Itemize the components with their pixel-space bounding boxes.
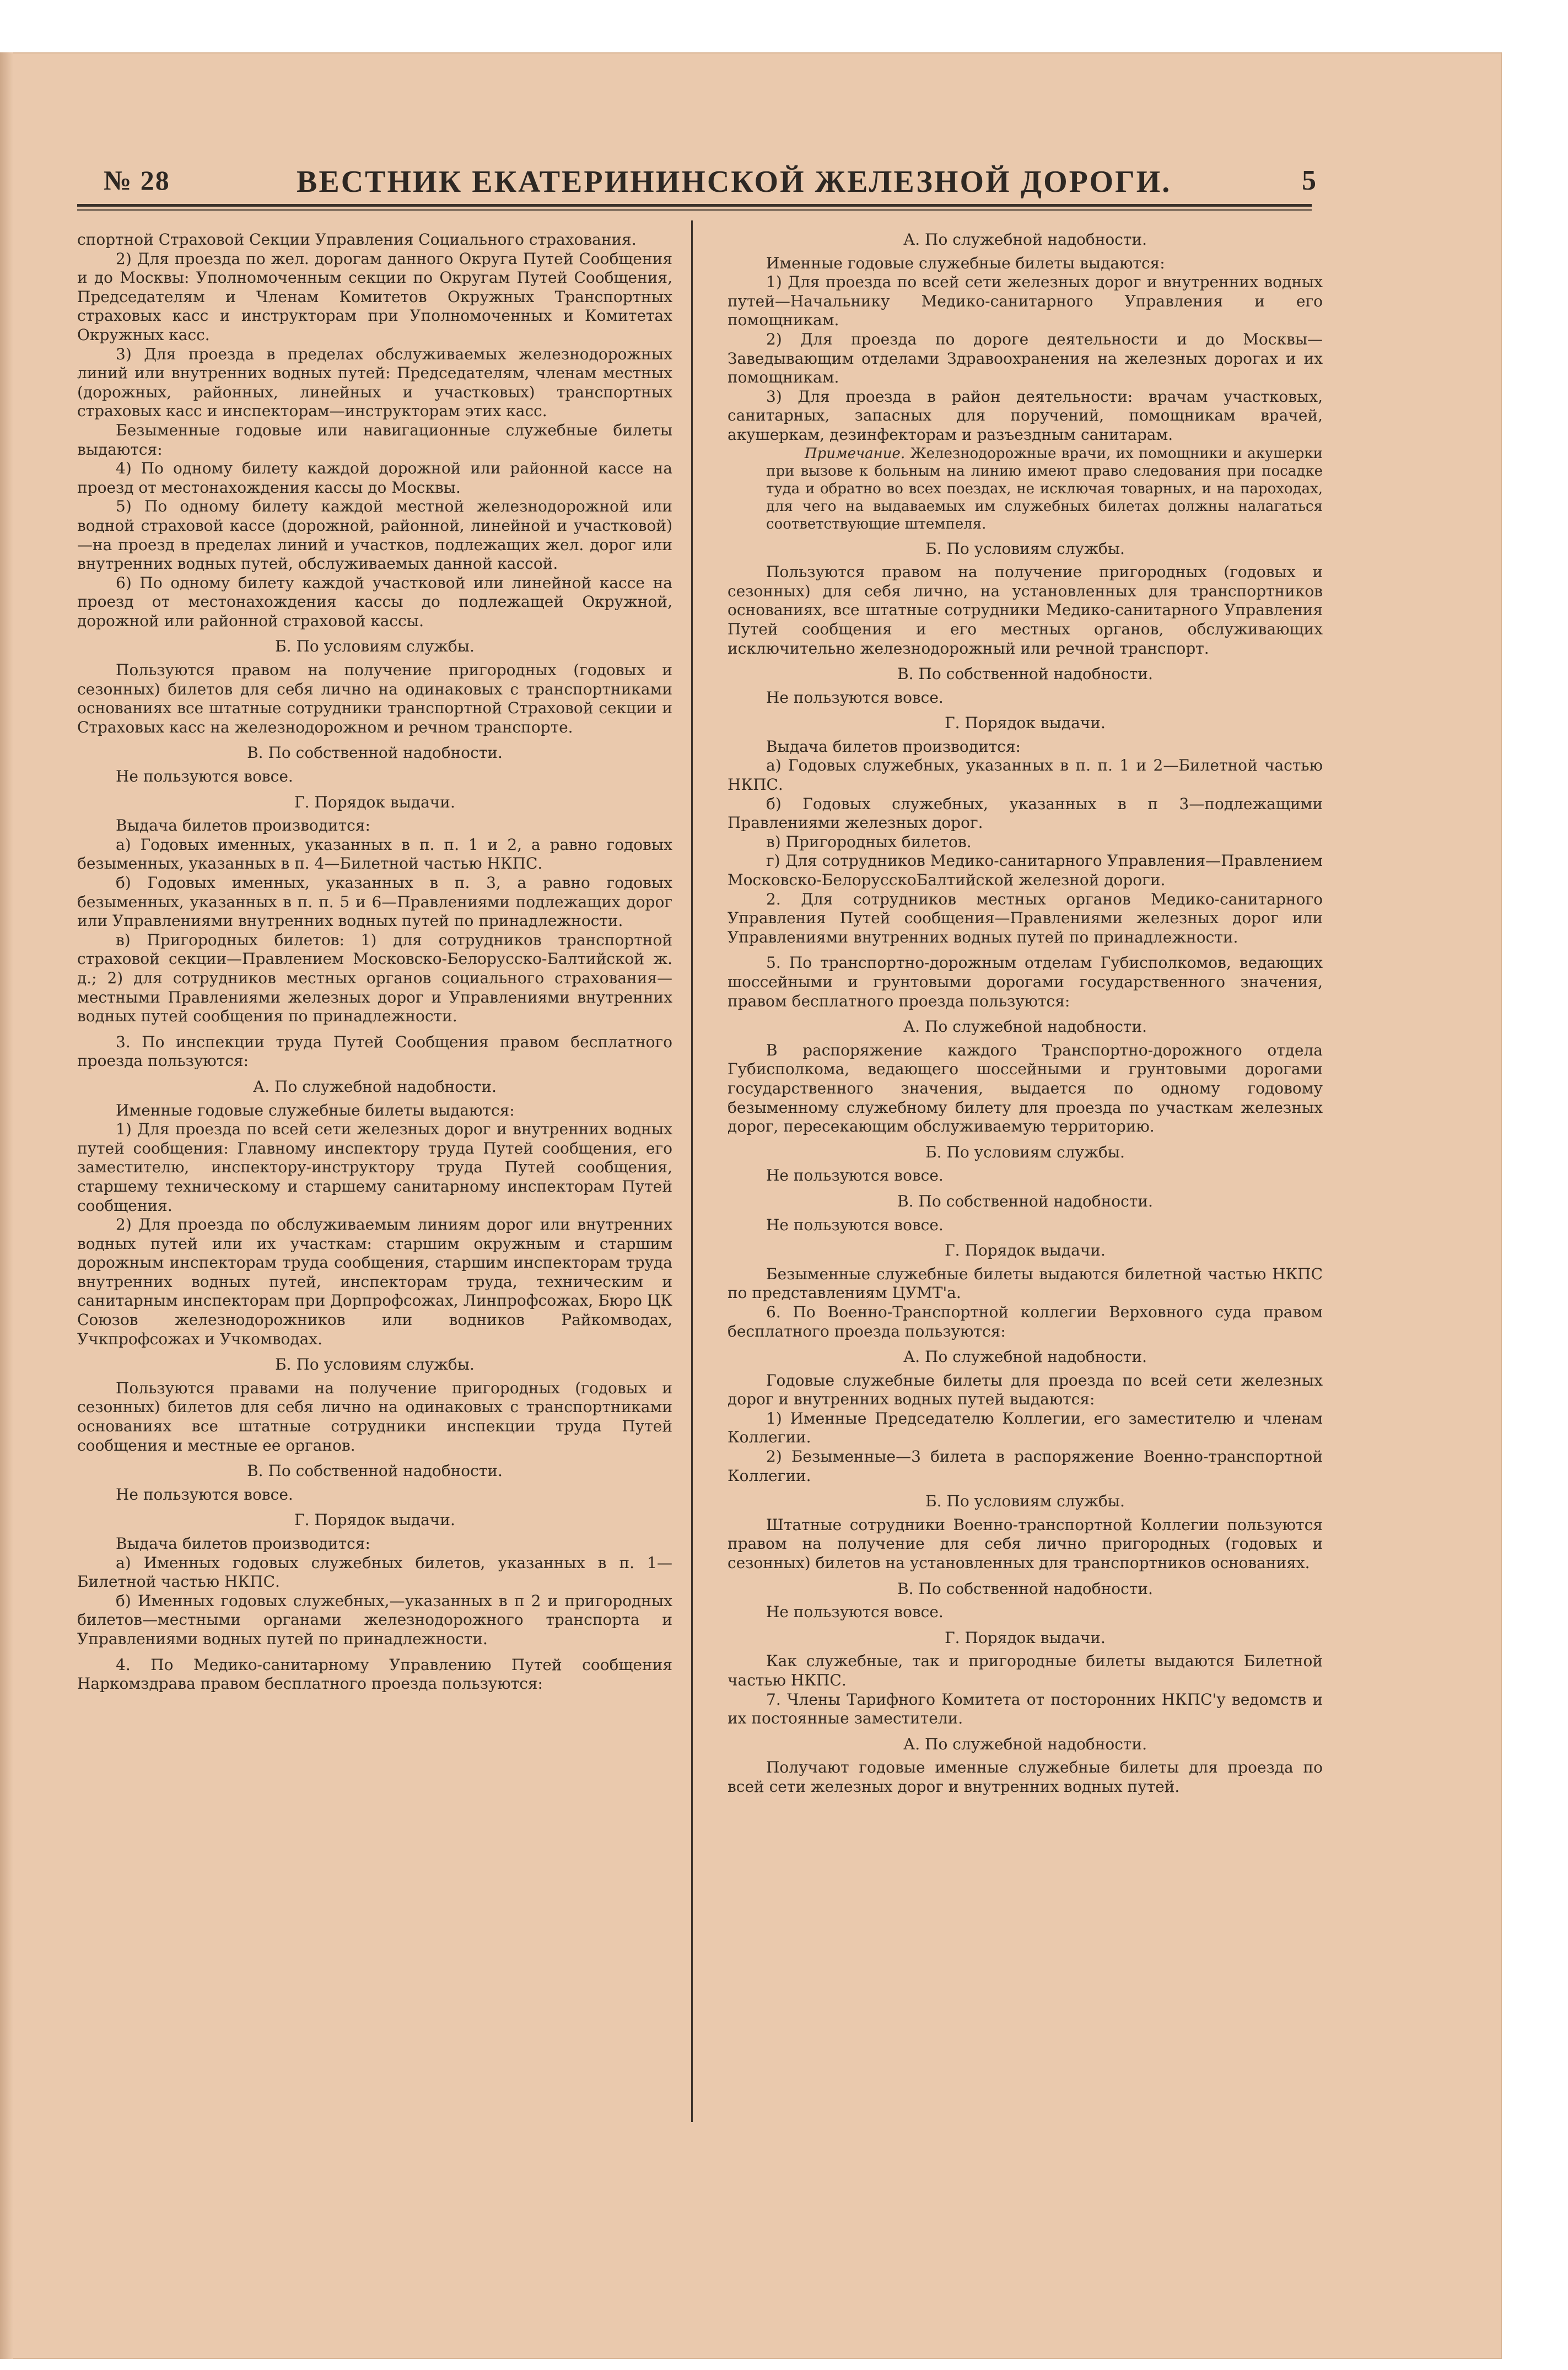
header-rule-thin (77, 209, 1312, 211)
paragraph: 4) По одному билету каждой дорожной или районной кассе на проезд от местонахождения кассы до Москвы. (77, 459, 672, 497)
paragraph: а) Годовых служебных, указанных в п. п. 1 и 2—Билетной частью НКПС. (728, 756, 1323, 794)
paragraph: Как служебные, так и пригородные билеты выдаются Билетной частью НКПС. (728, 1652, 1323, 1689)
paragraph: 6) По одному билету каждой участковой или линейной кассе на проезд от местонахождения кассы до подлежащей Окружной, дорожной или районной страховой кассы. (77, 573, 672, 630)
paragraph: 2) Для проезда по жел. дорогам данного Округа Путей Сообщения и до Москвы: Уполномоченным секции по Округам Путей Сообщения, Председателям и Членам Комитетов Окружных Транспортных страховых касс и инструкторам при Уполномоченных и Комитетах Окружных касс. (77, 249, 672, 344)
paragraph: Получают годовые именные служебные билеты для проезда по всей сети железных дорог и внутренних водных путей. (728, 1758, 1323, 1796)
paragraph: Не пользуются вовсе. (766, 1215, 944, 1234)
paragraph: 7. Члены Тарифного Комитета от посторонних НКПС'у ведомств и их постоянные заместители. (728, 1690, 1323, 1728)
note-paragraph (728, 445, 1323, 533)
paragraph: б) Годовых именных, указанных в п. 3, а равно годовых безыменных, указанных в п. п. 5 и 6—Правлениями подлежащих дорог или Управлениями внутренних водных путей по принадлежности. (77, 874, 672, 930)
section-heading: Г. Порядок выдачи. (294, 793, 455, 811)
page-header (104, 164, 1322, 203)
paragraph: Пользуются правом на получение пригородных (годовых и сезонных) билетов для себя лично на одинаковых с транспортниками основаниях все штатные сотрудники транспортной Страховой секции и Страховых касс на железнодорожном и речном транспорте. (77, 661, 672, 736)
header-rule-thick (77, 204, 1312, 207)
right-column (728, 230, 1323, 1797)
section-heading: А. По служебной надобности. (903, 1735, 1147, 1753)
section-heading: А. По служебной надобности. (903, 1348, 1147, 1366)
paragraph: 1) Именные Председателю Коллегии, его заместителю и членам Коллегии. (728, 1409, 1323, 1447)
issue-number: № 28 (104, 165, 170, 196)
note-label: Примечание. (805, 445, 906, 462)
paragraph: 1) Для проезда по всей сети железных дорог и внутренних водных путей сообщения: Главному инспектору труда Путей сообщения, его заместителю, инспектору-инструктору труда Путей сообщения, старшему техническому и старшему санитарному инспекторам Путей сообщения. (77, 1120, 672, 1215)
section-heading: Б. По условиям службы. (925, 1143, 1125, 1161)
paragraph: 3. По инспекции труда Путей Сообщения правом бесплатного проезда пользуются: (77, 1032, 672, 1070)
paragraph: Не пользуются вовсе. (116, 767, 293, 786)
paragraph: 5) По одному билету каждой местной железнодорожной или водной страховой кассе (дорожной, районной, линейной и участковой)—на проезд в пределах линий и участков, подлежащих жел. дорог или внутренних водных путей, обслуживаемых данной кассой. (77, 497, 672, 573)
paragraph: Пользуются правом на получение пригородных (годовых и сезонных) для себя лично, на установленных для транспортников основаниях, все штатные сотрудники Медико-санитарного Управления Путей сообщения и его местных органов, обслуживающих исключительно железнодорожный или речной транспорт. (728, 563, 1323, 658)
note-text: Железнодорожные врачи, их помощники и акушерки при вызове к больным на линию имеют право следования при посадке туда и обратно во всех поездах, не исключая товарных, и на пароходах, для чего на выдаваемых им служебных билетах должны налагаться соответствующие штемпеля. (766, 445, 1323, 532)
paragraph: Именные годовые служебные билеты выдаются: (766, 254, 1165, 272)
section-heading: Г. Порядок выдачи. (294, 1511, 455, 1529)
section-heading: В. По собственной надобности. (897, 1192, 1153, 1210)
paragraph: Выдача билетов производится: (766, 737, 1021, 756)
section-heading: В. По собственной надобности. (897, 665, 1153, 683)
page-spine-shadow (0, 52, 13, 2359)
section-heading: А. По служебной надобности. (253, 1077, 497, 1096)
paragraph: 4. По Медико-санитарному Управлению Путей сообщения Наркомздрава правом бесплатного проезда пользуются: (77, 1655, 672, 1693)
paragraph: 3) Для проезда в район деятельности: врачам участковых, санитарных, запасных для поручений, помощникам врачей, акушеркам, дезинфекторам и разъездным санитарам. (728, 387, 1323, 444)
section-heading: Г. Порядок выдачи. (945, 1241, 1106, 1260)
section-heading: Г. Порядок выдачи. (945, 1628, 1106, 1647)
paragraph: г) Для сотрудников Медико-санитарного Управления—Правлением Московско-БелорусскоБалтийской железной дороги. (728, 852, 1323, 890)
paragraph: 2) Для проезда по обслуживаемым линиям дорог или внутренних водных путей или их участкам: старшим окружным и старшим дорожным инспекторам труда сообщения, старшим инспекторам труда внутренних водных путей, инспекторам труда, техническим и санитарным инспекторам при Дорпрофсожах, Линпрофсожах, Бюро ЦК Союзов железнодорожников или водников Райкомводах, Учкпрофсожах и Учкомводах. (77, 1215, 672, 1348)
publication-title: ВЕСТНИК ЕКАТЕРИНИНСКОЙ ЖЕЛЕЗНОЙ ДОРОГИ. (297, 165, 1172, 199)
paragraph: Не пользуются вовсе. (766, 1603, 944, 1622)
section-heading: Г. Порядок выдачи. (945, 714, 1106, 732)
paragraph: В распоряжение каждого Транспортно-дорожного отдела Губисполкома, ведающего шоссейными и грунтовыми дорогами государственного значения, выдается по одному годовому безыменному служебному билету для проезда по участкам железных дорог, пересекающим обслуживаемую территорию. (728, 1041, 1323, 1136)
paragraph: спортной Страховой Секции Управления Социального страхования. (77, 230, 637, 249)
page-number: 5 (1302, 165, 1316, 196)
paragraph: Не пользуются вовсе. (766, 1166, 944, 1185)
paragraph: 2) Для проезда по дороге деятельности и до Москвы—Заведывающим отделами Здравоохранения на железных дорогах и их помощникам. (728, 330, 1323, 387)
paragraph: Штатные сотрудники Военно-транспортной Коллегии пользуются правом на получение для себя лично пригородных (годовых и сезонных) билетов на установленных для транспортников основаниях. (728, 1515, 1323, 1572)
paragraph: б) Именных годовых служебных,—указанных в п 2 и пригородных билетов—местными органами железнодорожного транспорта и Управлениями водных путей по принадлежности. (77, 1591, 672, 1648)
paragraph: Выдача билетов производится: (116, 816, 370, 835)
paragraph: 2. Для сотрудников местных органов Медико-санитарного Управления Путей сообщения—Правлениями железных дорог или Управлениями внутренних водных путей по принадлежности. (728, 890, 1323, 946)
paragraph: 2) Безыменные—3 билета в распоряжение Военно-транспортной Коллегии. (728, 1447, 1323, 1485)
paragraph: Не пользуются вовсе. (766, 688, 944, 707)
paragraph: б) Годовых служебных, указанных в п 3—подлежащими Правлениями железных дорог. (728, 794, 1323, 832)
paragraph: Пользуются правами на получение пригородных (годовых и сезонных) билетов для себя лично на одинаковых с транспортниками основаниях все штатные сотрудники инспекции труда Путей сообщения и местные ее органов. (77, 1378, 672, 1455)
paragraph: 1) Для проезда по всей сети железных дорог и внутренних водных путей—Начальнику Медико-санитарного Управления и его помощникам. (728, 273, 1323, 330)
paragraph: Выдача билетов производится: (116, 1534, 370, 1553)
section-heading: В. По собственной надобности. (897, 1579, 1153, 1598)
paragraph: Именные годовые служебные билеты выдаются: (116, 1101, 515, 1119)
paragraph: 6. По Военно-Транспортной коллегии Верховного суда правом бесплатного проезда пользуются: (728, 1302, 1323, 1340)
paragraph: Безыменные годовые или навигационные служебные билеты выдаются: (77, 421, 672, 459)
paragraph: а) Именных годовых служебных билетов, указанных в п. 1—Билетной частью НКПС. (77, 1553, 672, 1591)
section-heading: Б. По условиям службы. (275, 1355, 475, 1374)
paragraph: 3) Для проезда в пределах обслуживаемых железнодорожных линий или внутренних водных путей: Председателям, членам местных (дорожных, районных, линейных и участковых) транспортных страховых касс и инспекторам—инструкторам этих касс. (77, 344, 672, 421)
section-heading: А. По служебной надобности. (903, 1017, 1147, 1036)
paragraph: Годовые служебные билеты для проезда по всей сети железных дорог и внутренних водных путей выдаются: (728, 1371, 1323, 1409)
section-heading: В. По собственной надобности. (247, 1462, 503, 1480)
paragraph: Безыменные служебные билеты выдаются билетной частью НКПС по представлениям ЦУМТ'а. (728, 1264, 1323, 1302)
paragraph: а) Годовых именных, указанных в п. п. 1 и 2, а равно годовых безыменных, указанных в п. 4—Билетной частью НКПС. (77, 835, 672, 873)
section-heading: Б. По условиям службы. (275, 637, 475, 656)
paragraph: Не пользуются вовсе. (116, 1485, 293, 1504)
section-heading: Б. По условиям службы. (925, 539, 1125, 558)
column-divider (691, 220, 693, 2122)
paragraph: в) Пригородных билетов: 1) для сотрудников транспортной страховой секции—Правлением Московско-Белорусско-Балтийской ж. д.; 2) для сотрудников местных органов социального страхования—местными Правлениями железных дорог и Управлениями внутренних водных путей сообщения по принадлежности. (77, 930, 672, 1026)
section-heading: А. По служебной надобности. (903, 230, 1147, 249)
section-heading: В. По собственной надобности. (247, 744, 503, 762)
paragraph: в) Пригородных билетов. (766, 832, 972, 851)
section-heading: Б. По условиям службы. (925, 1492, 1125, 1511)
paragraph: 5. По транспортно-дорожным отделам Губисполкомов, ведающих шоссейными и грунтовыми дорогами государственного значения, правом бесплатного проезда пользуются: (728, 954, 1323, 1010)
left-column (77, 230, 672, 1694)
